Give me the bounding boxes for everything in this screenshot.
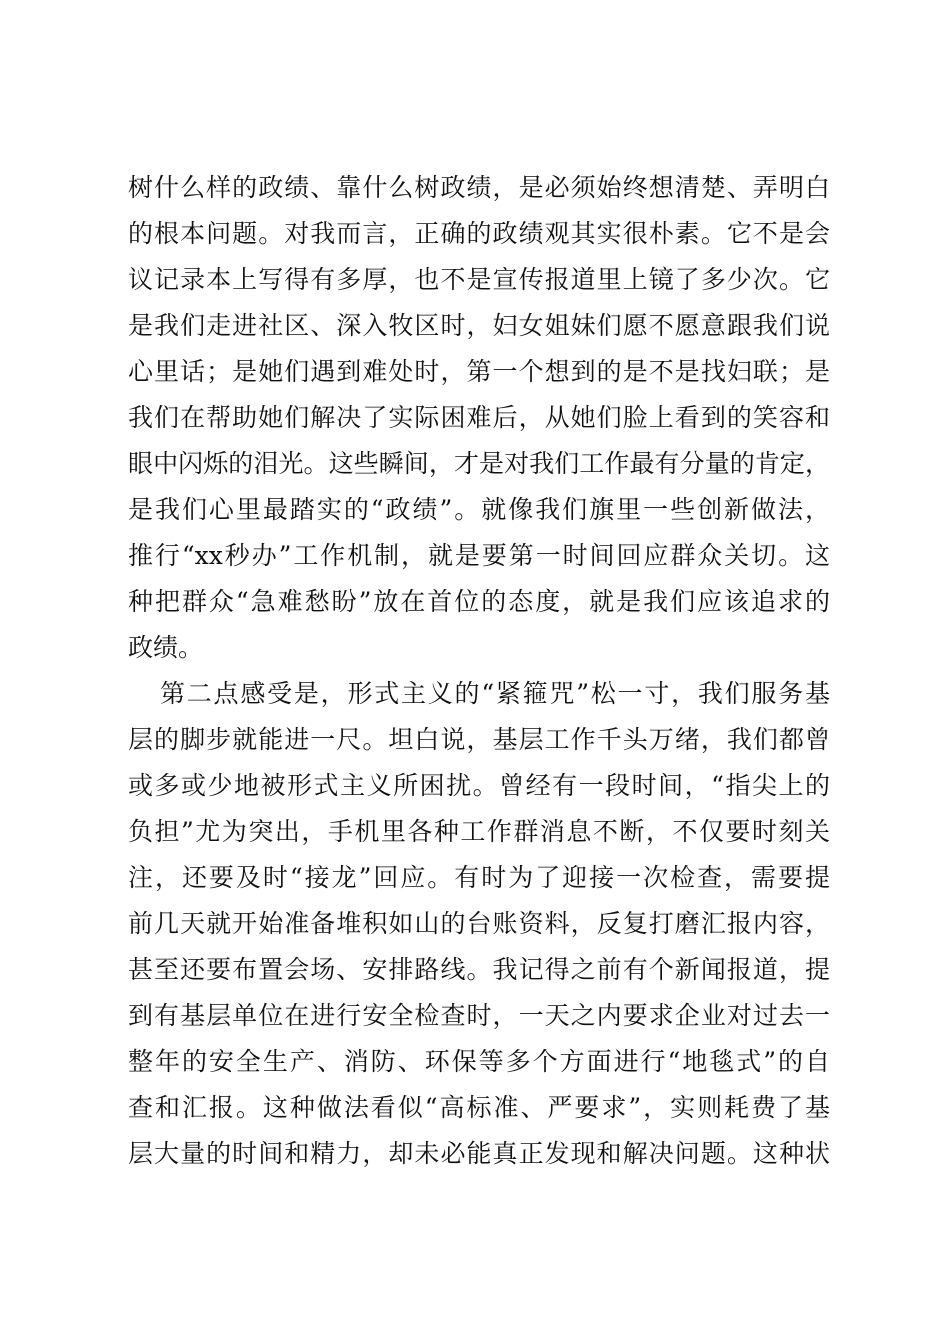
text-line: 树什么样的政绩、靠什么树政绩，是必须始终想清楚、弄明白 <box>128 173 830 202</box>
text-line: 是我们走进社区、深入牧区时，妇女姐妹们愿不愿意跟我们说 <box>128 311 830 340</box>
paragraph-1 <box>128 165 830 671</box>
text-line: 整年的安全生产、消防、环保等多个方面进行“地毯式”的自 <box>128 1047 830 1076</box>
text-line: 层大量的时间和精力，却未必能真正发现和解决问题。这种状 <box>128 1139 830 1168</box>
text-line: 到有基层单位在进行安全检查时，一天之内要求企业对过去一 <box>128 1001 830 1030</box>
paragraph-2 <box>128 671 830 1177</box>
text-line: 负担”尤为突出，手机里各种工作群消息不断，不仅要时刻关 <box>128 817 830 846</box>
text-line: 或多或少地被形式主义所困扰。曾经有一段时间，“指尖上的 <box>128 771 830 800</box>
text-line: 议记录本上写得有多厚，也不是宣传报道里上镜了多少次。它 <box>128 265 830 294</box>
text-line: 政绩。 <box>128 633 204 662</box>
text-line: 种把群众“急难愁盼”放在首位的态度，就是我们应该追求的 <box>128 587 830 616</box>
text-line: 第二点感受是，形式主义的“紧箍咒”松一寸，我们服务基 <box>160 679 830 708</box>
text-line: 眼中闪烁的泪光。这些瞬间，才是对我们工作最有分量的肯定， <box>128 449 830 478</box>
text-line: 心里话；是她们遇到难处时，第一个想到的是不是找妇联；是 <box>128 357 830 386</box>
text-line: 注，还要及时“接龙”回应。有时为了迎接一次检查，需要提 <box>128 863 830 892</box>
text-line: 层的脚步就能进一尺。坦白说，基层工作千头万绪，我们都曾 <box>128 725 830 754</box>
text-line: 我们在帮助她们解决了实际困难后，从她们脸上看到的笑容和 <box>128 403 830 432</box>
text-line: 查和汇报。这种做法看似“高标准、严要求”，实则耗费了基 <box>128 1093 830 1122</box>
text-line: 推行“xx秒办”工作机制，就是要第一时间回应群众关切。这 <box>128 541 830 570</box>
text-line: 是我们心里最踏实的“政绩”。就像我们旗里一些创新做法， <box>128 495 830 524</box>
text-line: 的根本问题。对我而言，正确的政绩观其实很朴素。它不是会 <box>128 219 830 248</box>
document-page <box>128 165 830 1177</box>
text-line: 甚至还要布置会场、安排路线。我记得之前有个新闻报道，提 <box>128 955 830 984</box>
text-line: 前几天就开始准备堆积如山的台账资料，反复打磨汇报内容， <box>128 909 830 938</box>
